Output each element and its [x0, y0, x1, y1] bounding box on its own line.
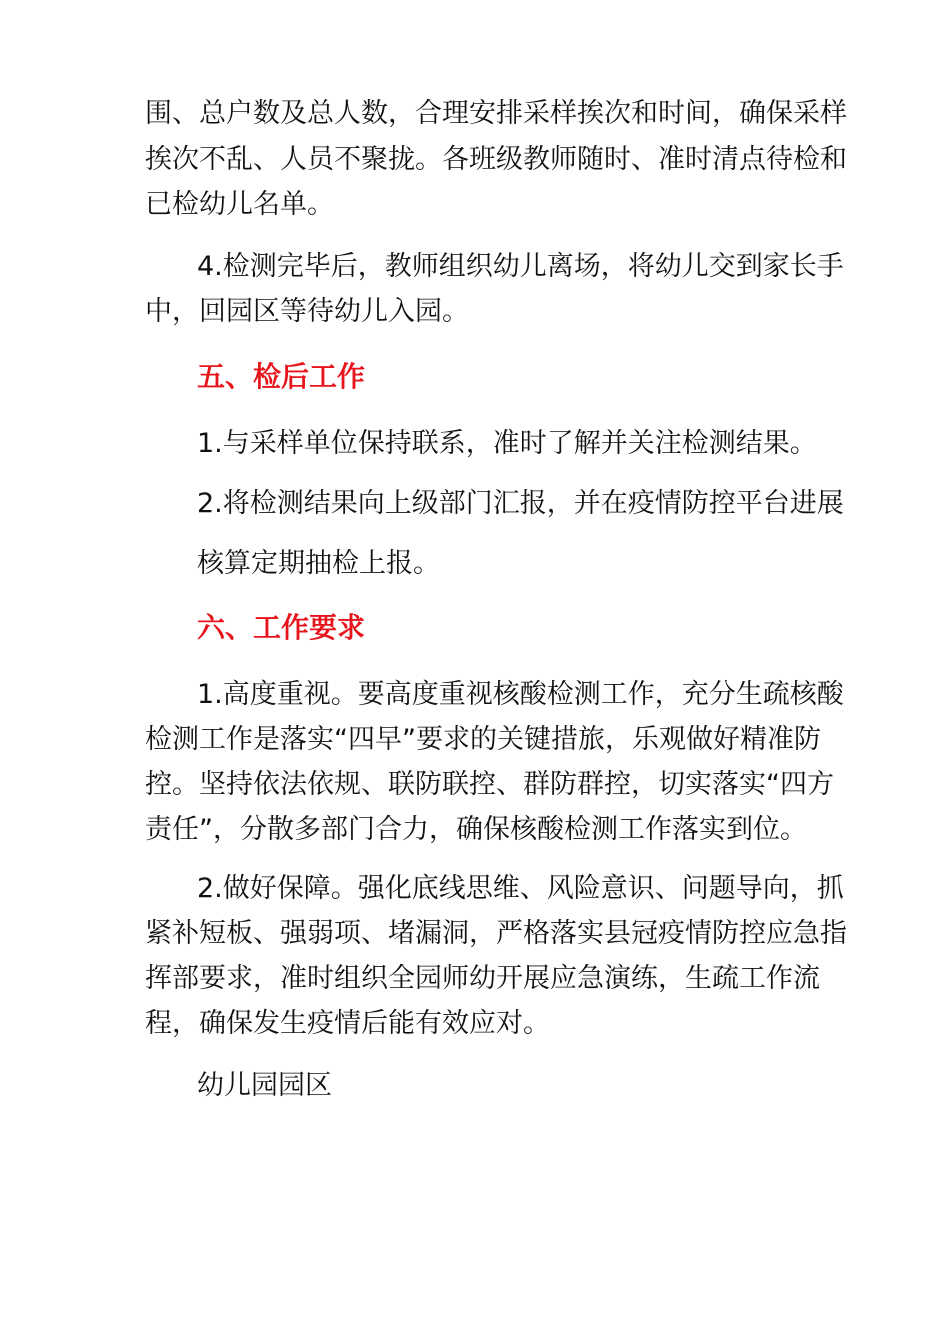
list-item: 2.将检测结果向上级部门汇报，并在疫情防控平台进展	[197, 488, 844, 519]
paragraph-line: 程，确保发生疫情后能有效应对。	[145, 1008, 550, 1039]
section-heading: 六、工作要求	[197, 611, 366, 644]
paragraph-line: 核算定期抽检上报。	[197, 548, 440, 579]
paragraph-line: 1.高度重视。要高度重视核酸检测工作，充分生疏核酸	[197, 679, 844, 710]
paragraph-line: 挨次不乱、人员不聚拢。各班级教师随时、准时清点待检和	[145, 144, 847, 175]
paragraph-line: 已检幼儿名单。	[145, 189, 334, 220]
paragraph-line: 责任”，分散多部门合力，确保核酸检测工作落实到位。	[145, 814, 807, 845]
signature: 幼儿园园区	[197, 1070, 332, 1101]
paragraph-line: 围、总户数及总人数，合理安排采样挨次和时间，确保采样	[145, 98, 847, 129]
paragraph-line: 挥部要求，准时组织全园师幼开展应急演练，生疏工作流	[145, 963, 820, 994]
paragraph-line: 4.检测完毕后，教师组织幼儿离场，将幼儿交到家长手	[197, 251, 844, 282]
paragraph-line: 紧补短板、强弱项、堵漏洞，严格落实县冠疫情防控应急指	[145, 918, 847, 949]
list-item: 1.与采样单位保持联系，准时了解并关注检测结果。	[197, 428, 817, 459]
paragraph-line: 检测工作是落实“四早”要求的关键措旅，乐观做好精准防	[145, 724, 821, 755]
paragraph-line: 2.做好保障。强化底线思维、风险意识、问题导向，抓	[197, 873, 844, 904]
paragraph-line: 中，回园区等待幼儿入园。	[145, 296, 469, 327]
paragraph-line: 控。坚持依法依规、联防联控、群防群控，切实落实“四方	[145, 769, 834, 800]
section-heading: 五、检后工作	[197, 360, 366, 393]
